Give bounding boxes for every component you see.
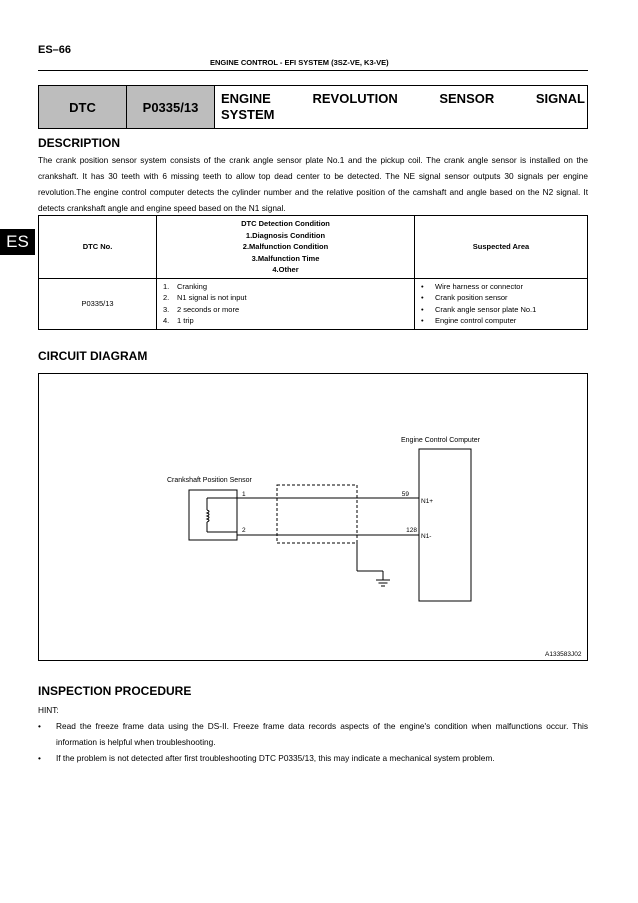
- header-line: 1.Diagnosis Condition: [245, 230, 326, 240]
- list-item: • Crank position sensor: [421, 293, 508, 302]
- ground-icon: [357, 543, 390, 586]
- circuit-diagram: [38, 373, 588, 661]
- list-item: • Engine control computer: [421, 316, 517, 325]
- dtc-table: [38, 215, 588, 330]
- dtc-title-line1: ENGINE REVOLUTION SENSOR SIGNAL: [221, 91, 585, 106]
- pin-128-label: 128: [406, 527, 417, 534]
- hint-label: HINT:: [38, 705, 59, 715]
- header-line: 4.Other: [272, 265, 299, 274]
- description-text: The crank position sensor system consists of the crank angle sensor plate No.1 and the pickup coil. The crank angle sensor is installed on the crankshaft. It has 30 teeth with 6 missing teeth to allow top dead center to be detected. The NE signal sensor outputs 30 signals per engine revolution.The engine control computer detects the cylinder number and the relative position of the camshaft and angle based on the N2 signal. It detects crankshaft angle and engine speed based on the N1 signal.: [38, 155, 588, 213]
- page-number: ES–66: [38, 44, 72, 56]
- list-item: • Read the freeze frame data using the DS-II. Freeze frame data records aspects of the engine's condition when malfunctions occur. This information is helpful when troubleshooting.: [38, 721, 588, 747]
- list-item: • Crank angle sensor plate No.1: [421, 304, 537, 314]
- header-title: ENGINE CONTROL - EFI SYSTEM (3SZ-VE, K3-VE): [210, 58, 389, 67]
- circuit-svg: [39, 374, 589, 662]
- inspection-heading: INSPECTION PROCEDURE: [38, 684, 192, 698]
- detection-condition-cell: [157, 278, 415, 329]
- dtc-no-header: DTC No.: [39, 216, 157, 279]
- dtc-no-cell: P0335/13: [39, 278, 157, 329]
- list-item: 2. N1 signal is not input: [163, 293, 247, 302]
- dtc-code: P0335/13: [127, 86, 215, 128]
- detection-condition-header: [157, 216, 415, 279]
- inspection-bullet-list: [38, 718, 588, 766]
- suspected-area-cell: [415, 278, 588, 329]
- coil-icon: [207, 498, 237, 532]
- computer-block: [419, 449, 471, 601]
- list-item: 4. 1 trip: [163, 316, 194, 325]
- header-line: DTC Detection Condition: [241, 219, 330, 228]
- n1-plus-label: N1+: [421, 498, 434, 505]
- dtc-label: DTC: [39, 86, 127, 128]
- list-item: 1. Cranking: [163, 281, 208, 291]
- table-row: [39, 278, 588, 329]
- dtc-title-line2: SYSTEM: [221, 107, 275, 122]
- diagram-reference-code: A133583J02: [545, 651, 582, 658]
- pin-59-label: 59: [401, 491, 409, 498]
- computer-label: Engine Control Computer: [401, 437, 480, 444]
- dtc-title: [215, 86, 587, 128]
- pin-2-label: 2: [242, 527, 246, 534]
- suspected-area-header: Suspected Area: [415, 216, 588, 279]
- list-item: 3. 2 seconds or more: [163, 304, 240, 314]
- header-divider: [38, 70, 588, 71]
- list-item: • Wire harness or connector: [421, 281, 523, 291]
- pin-1-label: 1: [242, 491, 246, 498]
- header-line: 2.Malfunction Condition: [242, 242, 329, 251]
- shield-icon: [277, 485, 357, 543]
- header-line: 3.Malfunction Time: [251, 253, 320, 263]
- sensor-label: Crankshaft Position Sensor: [167, 477, 252, 484]
- section-tab: ES: [0, 229, 35, 255]
- n1-minus-label: N1-: [421, 533, 432, 540]
- circuit-heading: CIRCUIT DIAGRAM: [38, 349, 148, 363]
- dtc-title-bar: [38, 85, 588, 129]
- description-heading: DESCRIPTION: [38, 136, 121, 150]
- table-header-row: [39, 216, 588, 279]
- list-item: • If the problem is not detected after first troubleshooting DTC P0335/13, this may indicate a mechanical system problem.: [38, 753, 495, 763]
